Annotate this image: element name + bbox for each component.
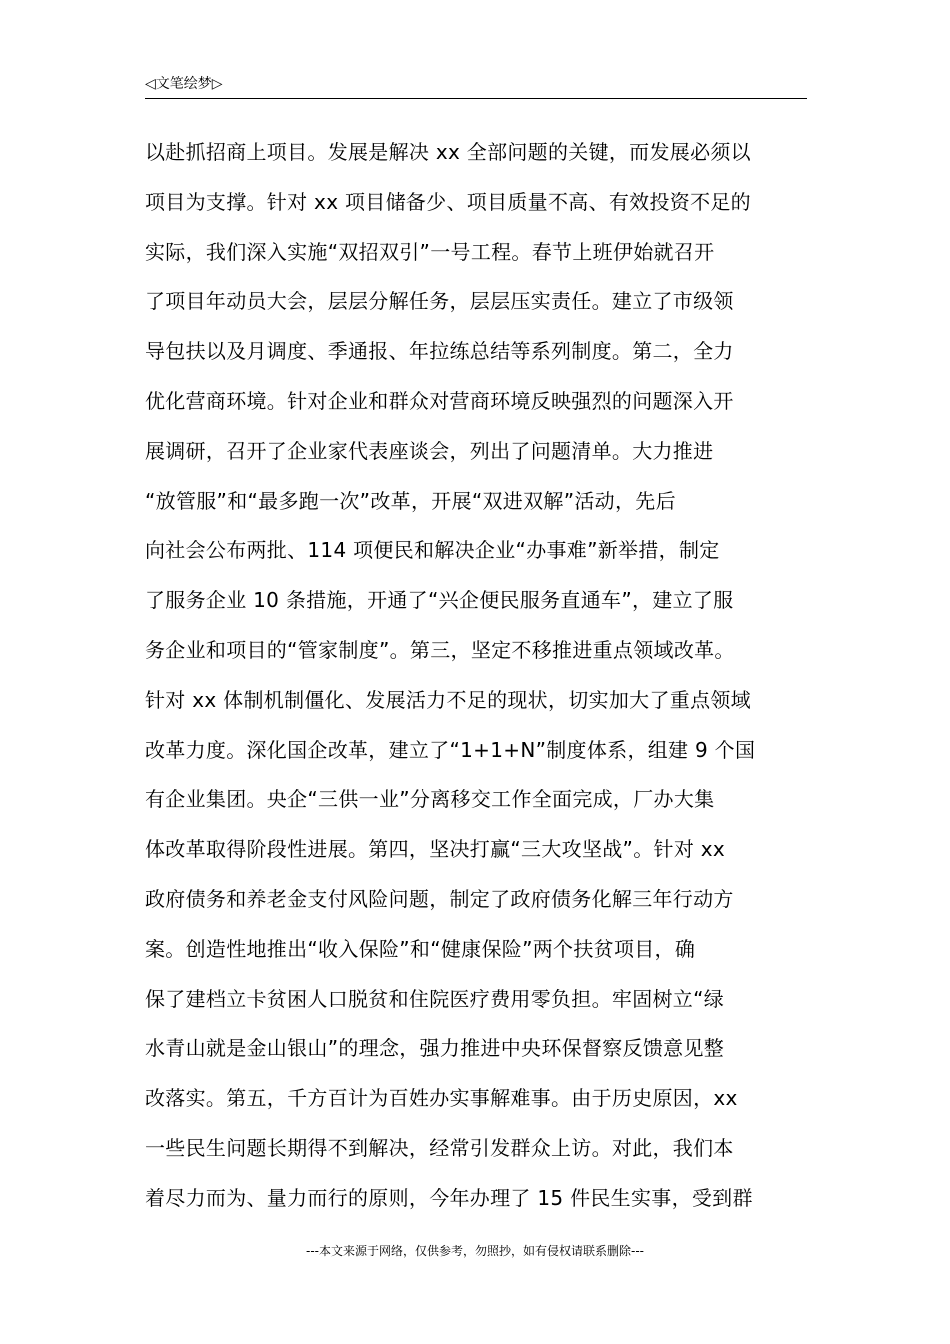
text-line: 务企业和项目的“管家制度”。第三，坚定不移推进重点领域改革。 <box>145 637 735 662</box>
text-line: 优化营商环境。针对企业和群众对营商环境反映强烈的问题深入开 <box>145 388 734 413</box>
text-line: 向社会公布两批、114 项便民和解决企业“办事难”新举措，制定 <box>145 538 720 563</box>
header-title: ◁文笔绘梦▷ <box>145 76 223 92</box>
text-line: 体改革取得阶段性进展。第四，坚决打赢“三大攻坚战”。针对 xx <box>145 837 726 862</box>
text-line: 针对 xx 体制机制僵化、发展活力不足的现状，切实加大了重点领域 <box>145 687 751 712</box>
text-line: 了项目年动员大会，层层分解任务，层层压实责任。建立了市级领 <box>145 289 734 314</box>
text-line: 着尽力而为、量力而行的原则，今年办理了 15 件民生实事，受到群 <box>145 1185 753 1210</box>
text-line: “放管服”和“最多跑一次”改革，开展“双进双解”活动，先后 <box>145 488 676 513</box>
text-line: 改革力度。深化国企改革，建立了“1+1+N”制度体系，组建 9 个国 <box>145 737 756 762</box>
text-line: 实际，我们深入实施“双招双引”一号工程。春节上班伊始就召开 <box>145 239 715 264</box>
text-line: 导包扶以及月调度、季通报、年拉练总结等系列制度。第二，全力 <box>145 339 734 364</box>
text-line: 了服务企业 10 条措施，开通了“兴企便民服务直通车”，建立了服 <box>145 588 734 613</box>
text-line: 有企业集团。央企“三供一业”分离移交工作全面完成，厂办大集 <box>145 787 715 812</box>
text-line: 项目为支撑。针对 xx 项目储备少、项目质量不高、有效投资不足的 <box>145 189 751 214</box>
text-line: 改落实。第五，千方百计为百姓办实事解难事。由于历史原因，xx <box>145 1086 738 1111</box>
page-header <box>145 74 807 99</box>
page-footer: ---本文来源于网络，仅供参考，勿照抄，如有侵权请联系删除--- <box>306 1244 644 1258</box>
text-line: 水青山就是金山银山”的理念，强力推进中央环保督察反馈意见整 <box>145 1036 725 1061</box>
text-line: 展调研，召开了企业家代表座谈会，列出了问题清单。大力推进 <box>145 438 714 463</box>
text-line: 以赴抓招商上项目。发展是解决 xx 全部问题的关键，而发展必须以 <box>145 140 751 164</box>
text-line: 政府债务和养老金支付风险问题，制定了政府债务化解三年行动方 <box>145 886 734 911</box>
document-body <box>145 128 845 1224</box>
text-line: 一些民生问题长期得不到解决，经常引发群众上访。对此，我们本 <box>145 1135 734 1160</box>
text-line: 案。创造性地推出“收入保险”和“健康保险”两个扶贫项目，确 <box>145 936 696 961</box>
text-line: 保了建档立卡贫困人口脱贫和住院医疗费用零负担。牢固树立“绿 <box>145 986 725 1011</box>
